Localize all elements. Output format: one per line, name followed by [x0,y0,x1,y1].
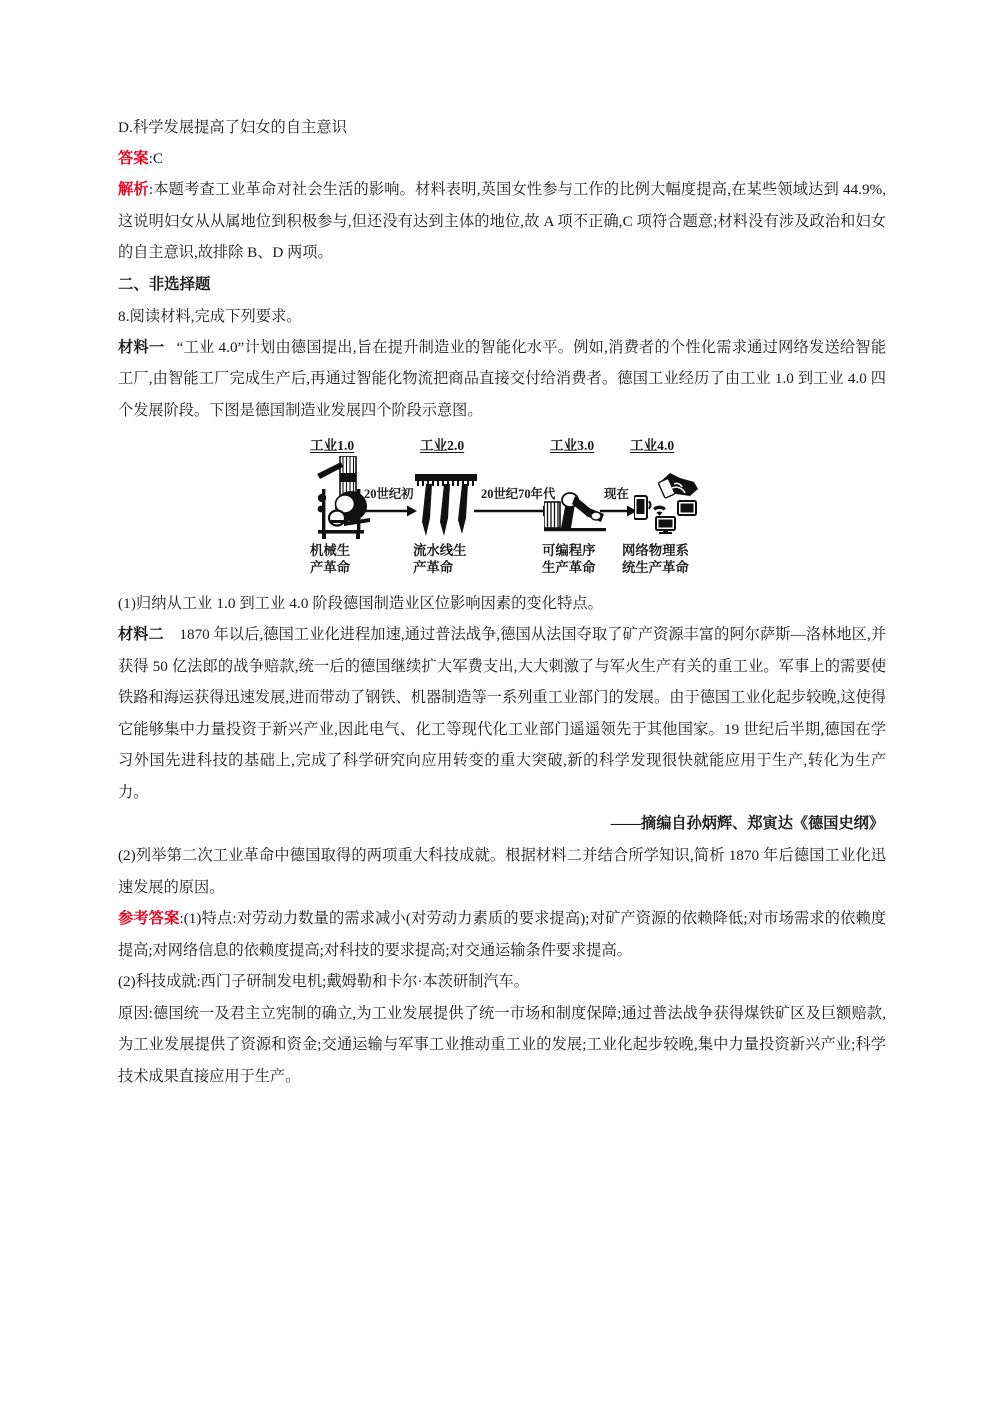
reference-answer-text-1: :(1)特点:对劳动力数量的需求减小(对劳动力素质的要求提高);对矿产资源的依赖降低;对市场需求的依赖度提高;对网络信息的依赖度提高;对科技的要求提高;对交通运输条件要求提高。 [118,910,887,959]
question-8-stem: 8.阅读材料,完成下列要求。 [118,307,302,325]
robot-arm-icon [544,490,606,539]
analysis-label: 解析 [118,181,149,198]
material-one-paragraph [118,332,886,427]
option-d-line: D.科学发展提高了妇女的自主意识 [118,119,347,136]
page-content [118,112,886,1092]
arrow-right-icon-3 [600,504,638,523]
assembly-line-icon [415,474,477,543]
industry-stages-diagram [282,432,722,584]
stage-caption-industry-2: 流水线生 产革命 [413,543,467,575]
transition-label-1: 20世纪初 [364,487,414,501]
stage-caption-industry-4: 网络物理系 统生产革命 [622,543,689,575]
reference-answer-paragraph-3: 原因:德国统一及君主立宪制的确立,为工业发展提供了统一市场和制度保障;通过普法战争获得煤铁矿区及巨额赔款,为工业发展提供了资源和资金;交通运输与军事工业推动重工业的发展;工业化起步较晚,集中力量投资新兴产业;科学技术成果直接应用于生产。 [118,1004,886,1085]
material-two-label: 材料二 [118,626,164,643]
source-citation: ——摘编自孙炳辉、郑寅达《德国史纲》 [610,815,884,832]
arrow-right-icon-2 [474,504,554,523]
stage-caption-industry-3: 可编程序 生产革命 [542,543,596,575]
answer-value: :C [148,150,164,167]
reference-answer-paragraph-1 [118,903,886,966]
stage-header-industry-2: 工业2.0 [420,438,465,453]
stage-header-industry-4: 工业4.0 [630,438,675,453]
sub-question-1: (1)归纳从工业 1.0 到工业 4.0 阶段德国制造业区位影响因素的变化特点。 [118,595,603,612]
stage-caption-industry-1: 机械生 产革命 [310,543,351,575]
answer-label: 答案 [118,150,149,167]
analysis-paragraph [118,174,886,269]
reference-answer-paragraph-2: (2)科技成就:西门子研制发电机;戴姆勒和卡尔·本茨研制汽车。 [118,973,529,990]
answer-line [118,143,886,174]
material-one-text: “工业 4.0”计划由德国提出,旨在提升制造业的智能化水平。例如,消费者的个性化需求通过网络发送给智能工厂,由智能工厂完成生产后,再通过智能化物流把商品直接交付给消费者。德国工业经历了由工业 1.0 到工业 4.0 四个发展阶段。下图是德国制造业发展四个阶段示意图。 [118,338,887,419]
reference-answer-label: 参考答案 [118,910,180,927]
steam-machine-icon [310,456,372,545]
connected-devices-icon [634,468,702,539]
transition-label-2: 20世纪70年代 [481,487,556,501]
sub-question-2: (2)列举第二次工业革命中德国取得的两项重大科技成就。根据材料二并结合所学知识,简析 1870 年后德国工业化迅速发展的原因。 [118,847,886,896]
transition-label-3: 现在 [604,487,629,501]
section-two-heading: 二、非选择题 [118,275,211,293]
arrow-right-icon-1 [360,504,418,523]
analysis-text: :本题考查工业革命对社会生活的影响。材料表明,英国女性参与工作的比例大幅度提高,在某些领域达到 44.9%,这说明妇女从从属地位到积极参与,但还没有达到主体的地位,故 A 项不正确,C 项符合题意;材料没有涉及政治和妇女的自主意识,故排除 B、D 两项。 [118,181,887,261]
material-two-text: 1870 年以后,德国工业化进程加速,通过普法战争,德国从法国夺取了矿产资源丰富的阿尔萨斯—洛林地区,并获得 50 亿法郎的战争赔款,统一后的德国继续扩大军费支出,大大刺激了与军火生产有关的重工业。军事上的需要使铁路和海运获得迅速发展,进而带动了钢铁、机器制造等一系列重工业部门的发展。由于德国工业化起步较晚,这使得它能够集中力量投资于新兴产业,因此电气、化工等现代化工业部门遥遥领先于其他国家。19 世纪后半期,德国在学习外国先进科技的基础上,完成了科学研究向应用转变的重大突破,新的科学发现很快就能应用于生产,转化为生产力。 [118,626,887,801]
stage-header-industry-3: 工业3.0 [550,438,595,453]
stage-header-industry-1: 工业1.0 [310,438,355,453]
material-two-paragraph [118,619,886,808]
material-one-label: 材料一 [118,338,165,356]
